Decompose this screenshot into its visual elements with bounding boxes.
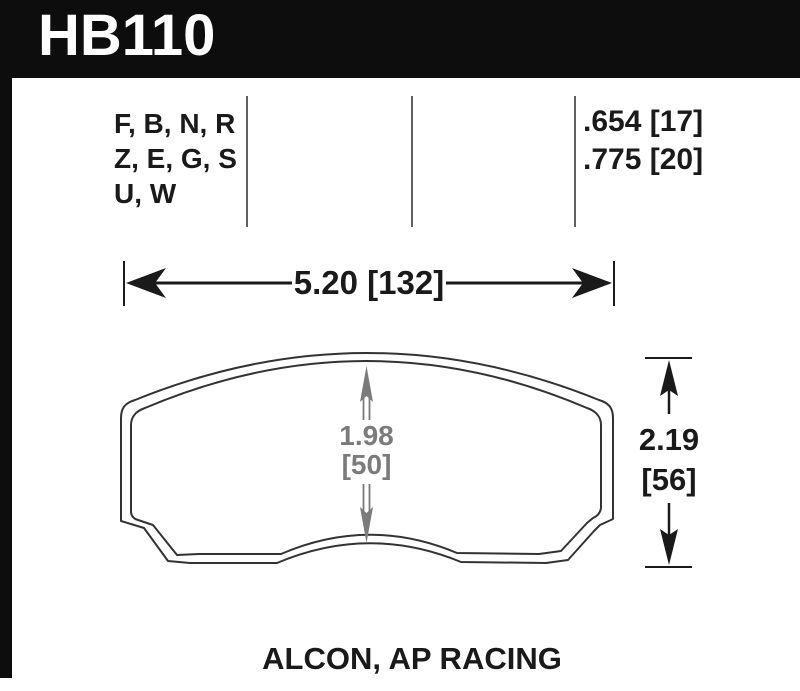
height-dimension-label: [629, 420, 709, 500]
compound-codes-line-3: U, W: [114, 178, 177, 209]
pad-thickness-line-2: .775 [20]: [583, 143, 704, 176]
part-number: HB110: [38, 3, 216, 68]
center-arrowhead-down: [360, 507, 373, 543]
width-dimension-label: 5.20 [132]: [293, 264, 445, 301]
compound-codes-line-1: F, B, N, R: [114, 108, 236, 139]
center-thickness-value-in: 1.98: [339, 420, 394, 451]
application-list: ALCON, AP RACING: [262, 641, 562, 676]
center-thickness-label: [326, 421, 407, 479]
compound-codes-line-2: Z, E, G, S: [114, 143, 237, 174]
center-thickness-value-mm: [50]: [341, 449, 392, 480]
height-value-in: 2.19: [638, 422, 700, 457]
center-arrowhead-up: [360, 366, 373, 402]
height-value-mm: [56]: [641, 462, 697, 497]
pad-thickness-line-1: .654 [17]: [583, 105, 704, 138]
